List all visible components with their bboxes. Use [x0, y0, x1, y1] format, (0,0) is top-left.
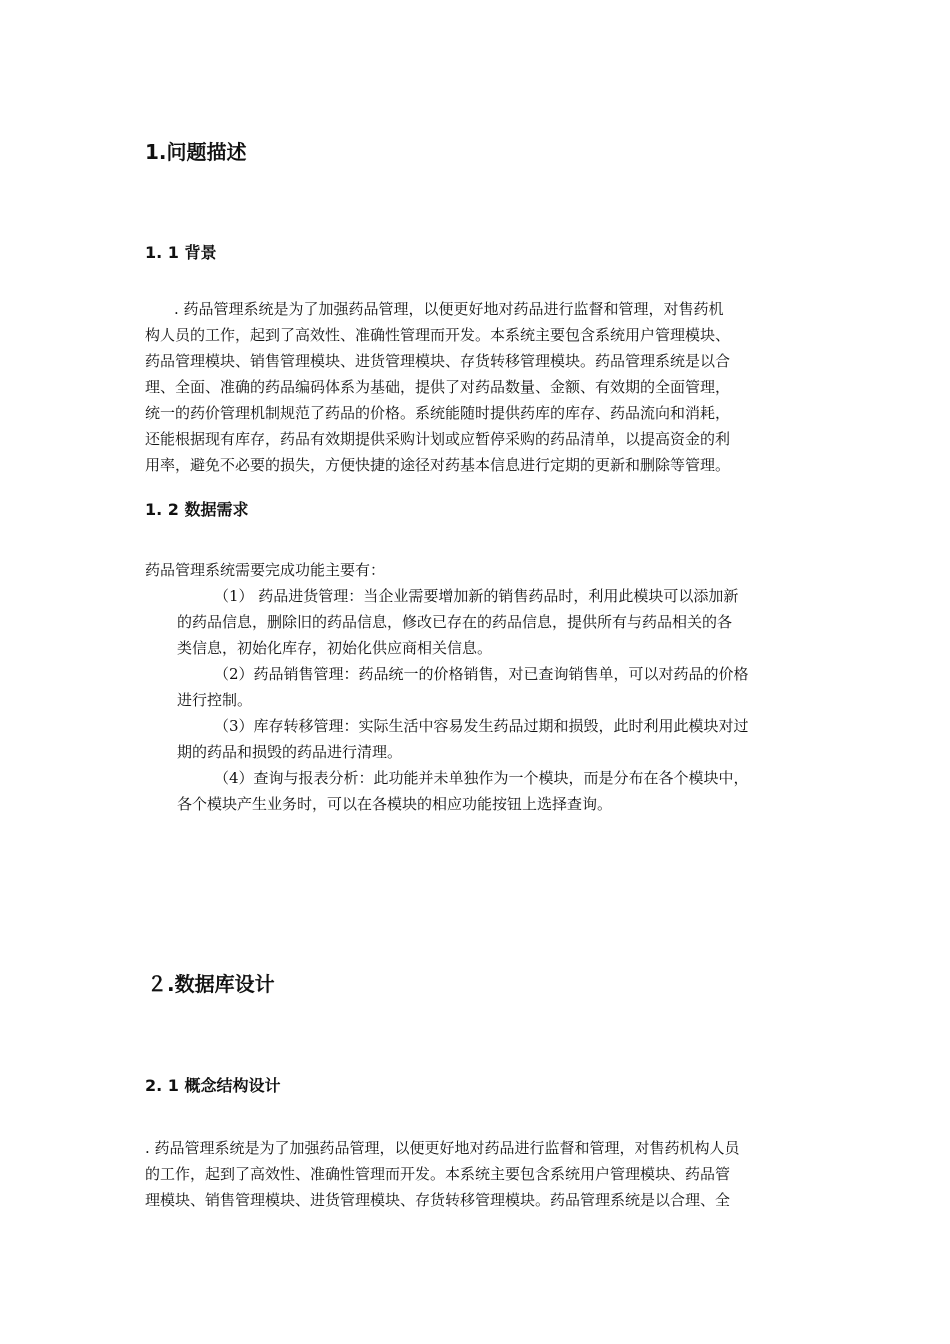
list-item: （2）药品销售管理：药品统一的价格销售，对已查询销售单，可以对药品的价格	[214, 665, 749, 683]
subsection-heading: 1. 1 背景	[145, 243, 217, 262]
paragraph-line: 理、全面、准确的药品编码体系为基础，提供了对药品数量、金额、有效期的全面管理，	[145, 378, 731, 396]
paragraph-line: 药品管理模块、销售管理模块、进货管理模块、存货转移管理模块。药品管理系统是以合	[145, 352, 731, 370]
list-item: 期的药品和损毁的药品进行清理。	[177, 743, 403, 761]
paragraph-line: 的工作，起到了高效性、准确性管理而开发。本系统主要包含系统用户管理模块、药品管	[145, 1165, 731, 1183]
list-item: （3）库存转移管理：实际生活中容易发生药品过期和损毁，此时利用此模块对过	[214, 717, 749, 735]
paragraph-line: 统一的药价管理机制规范了药品的价格。系统能随时提供药库的库存、药品流向和消耗，	[145, 404, 731, 422]
list-item: 的药品信息，删除旧的药品信息，修改已存在的药品信息，提供所有与药品相关的各	[177, 613, 733, 631]
paragraph-line: 理模块、销售管理模块、进货管理模块、存货转移管理模块。药品管理系统是以合理、全	[145, 1191, 731, 1209]
paragraph-line: 构人员的工作，起到了高效性、准确性管理而开发。本系统主要包含系统用户管理模块、	[145, 326, 731, 344]
list-intro: 药品管理系统需要完成功能主要有：	[145, 561, 386, 579]
paragraph-line: . 药品管理系统是为了加强药品管理，以便更好地对药品进行监督和管理，对售药机	[174, 300, 724, 318]
subsection-heading: 2. 1 概念结构设计	[145, 1076, 281, 1095]
subsection-heading: 1. 2 数据需求	[145, 500, 249, 519]
list-item: 进行控制。	[177, 691, 253, 709]
section-heading: ２.数据库设计	[147, 972, 275, 996]
section-heading: 1.问题描述	[145, 140, 247, 164]
paragraph-line: 用率，避免不必要的损失，方便快捷的途径对药基本信息进行定期的更新和删除等管理。	[145, 456, 731, 474]
list-item: 类信息，初始化库存，初始化供应商相关信息。	[177, 639, 493, 657]
list-item: （1） 药品进货管理：当企业需要增加新的销售药品时，利用此模块可以添加新	[214, 587, 739, 605]
list-item: （4）查询与报表分析：此功能并未单独作为一个模块，而是分布在各个模块中，	[214, 769, 749, 787]
paragraph-line: 还能根据现有库存，药品有效期提供采购计划或应暂停采购的药品清单，以提高资金的利	[145, 430, 731, 448]
list-item: 各个模块产生业务时，可以在各模块的相应功能按钮上选择查询。	[177, 795, 613, 813]
paragraph-line: . 药品管理系统是为了加强药品管理，以便更好地对药品进行监督和管理，对售药机构人员	[145, 1139, 740, 1157]
